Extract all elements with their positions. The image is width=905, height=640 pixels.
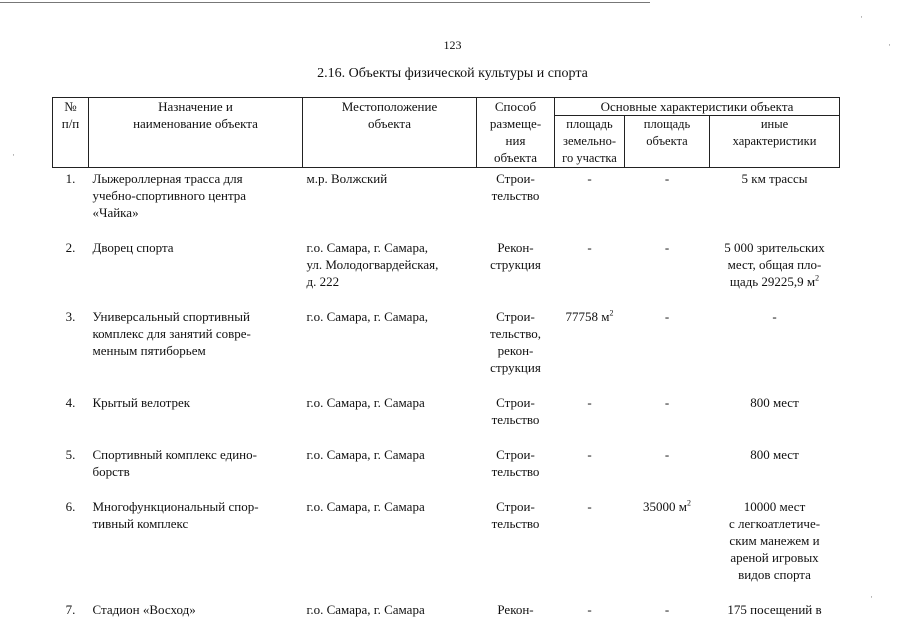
scan-speck: · (870, 592, 873, 602)
cell-object-area: - (664, 395, 670, 410)
cell-location: г.о. Самара, г. Самара (306, 602, 425, 617)
header-method: Способ размеще- ния объекта (477, 98, 555, 168)
cell-method: Строи- тельство (491, 499, 540, 531)
cell-object-area: - (664, 447, 670, 462)
cell-num: 2. (65, 240, 76, 255)
cell-other: - (772, 309, 777, 324)
cell-other: 800 мест (750, 447, 799, 462)
cell-object-area: - (664, 309, 670, 324)
cell-method: Строи- тельство (491, 171, 540, 203)
cell-num: 3. (65, 309, 76, 324)
table-body (53, 168, 840, 635)
cell-land-area: - (587, 602, 592, 617)
cell-method: Рекон- струкция (490, 240, 541, 272)
cell-land-area: - (587, 447, 592, 462)
scan-speck: · (888, 40, 891, 50)
header-name: Назначение и наименование объекта (89, 98, 303, 168)
cell-land-area: - (587, 240, 592, 255)
table-row (53, 496, 840, 599)
cell-name: Лыжероллерная трасса для учебно-спортивного центра «Чайка» (92, 171, 247, 220)
sports-facilities-table (52, 97, 840, 634)
table-row (53, 237, 840, 306)
cell-num: 7. (65, 602, 76, 617)
table-row (53, 444, 840, 496)
cell-num: 4. (65, 395, 76, 410)
cell-object-area: - (664, 602, 670, 617)
cell-land-area: 77758 $м^2$ (565, 308, 614, 324)
cell-method: Строи- тельство (491, 395, 540, 427)
scan-speck: · (12, 150, 15, 160)
cell-name: Крытый велотрек (92, 395, 191, 410)
cell-other: 5 000 зрительских мест, общая пло- щадь 29225,9 $м^2$ (724, 240, 825, 289)
cell-name: Универсальный спортивный комплекс для занятий совре- менным пятиборьем (92, 309, 251, 358)
cell-location: г.о. Самара, г. Самара, (306, 309, 428, 324)
cell-method: Строи- тельство (491, 447, 540, 479)
table-row (53, 168, 840, 238)
cell-location: г.о. Самара, г. Самара, ул. Молодогвардейская, д. 222 (306, 240, 439, 289)
cell-object-area: - (664, 240, 670, 255)
cell-num: 6. (65, 499, 76, 514)
cell-object-area: - (664, 171, 670, 186)
cell-location: г.о. Самара, г. Самара (306, 447, 425, 462)
cell-method: Рекон- (497, 602, 534, 617)
table-row (53, 392, 840, 444)
cell-location: г.о. Самара, г. Самара (306, 499, 425, 514)
header-object-area: площадь объекта (625, 116, 710, 168)
cell-location: г.о. Самара, г. Самара (306, 395, 425, 410)
section-title: 2.16. Объекты физической культуры и спорта (317, 66, 588, 81)
cell-name: Спортивный комплекс едино- борств (92, 447, 257, 479)
cell-location: м.р. Волжский (306, 171, 388, 186)
header-num: № п/п (53, 98, 89, 168)
cell-other: 10000 мест с легкоатлетиче- ским манежем и ареной игровых видов спорта (728, 499, 821, 582)
cell-land-area: - (587, 395, 592, 410)
cell-land-area: - (587, 499, 592, 514)
cell-method: Строи- тельство, рекон- струкция (489, 309, 542, 375)
table-header (53, 98, 840, 168)
header-land-area: площадь земельно- го участка (555, 116, 625, 168)
header-characteristics: Основные характеристики объекта (555, 98, 840, 116)
scan-speck: · (860, 12, 863, 22)
table-row (53, 599, 840, 634)
cell-other: 175 посещений в (727, 602, 822, 617)
cell-num: 5. (65, 447, 76, 462)
cell-other: 800 мест (750, 395, 799, 410)
cell-name: Многофункциональный спор- тивный комплекс (92, 499, 259, 531)
cell-name: Стадион «Восход» (92, 602, 196, 617)
top-border-line (0, 2, 650, 3)
cell-other: 5 км трассы (741, 171, 808, 186)
cell-name: Дворец спорта (92, 240, 174, 255)
page-number: 123 (443, 38, 462, 52)
header-location: Местоположение объекта (303, 98, 477, 168)
cell-num: 1. (65, 171, 76, 186)
table-row (53, 306, 840, 392)
header-other: иные характеристики (710, 116, 840, 168)
cell-land-area: - (587, 171, 592, 186)
cell-object-area: 35000 $м^2$ (643, 498, 691, 514)
